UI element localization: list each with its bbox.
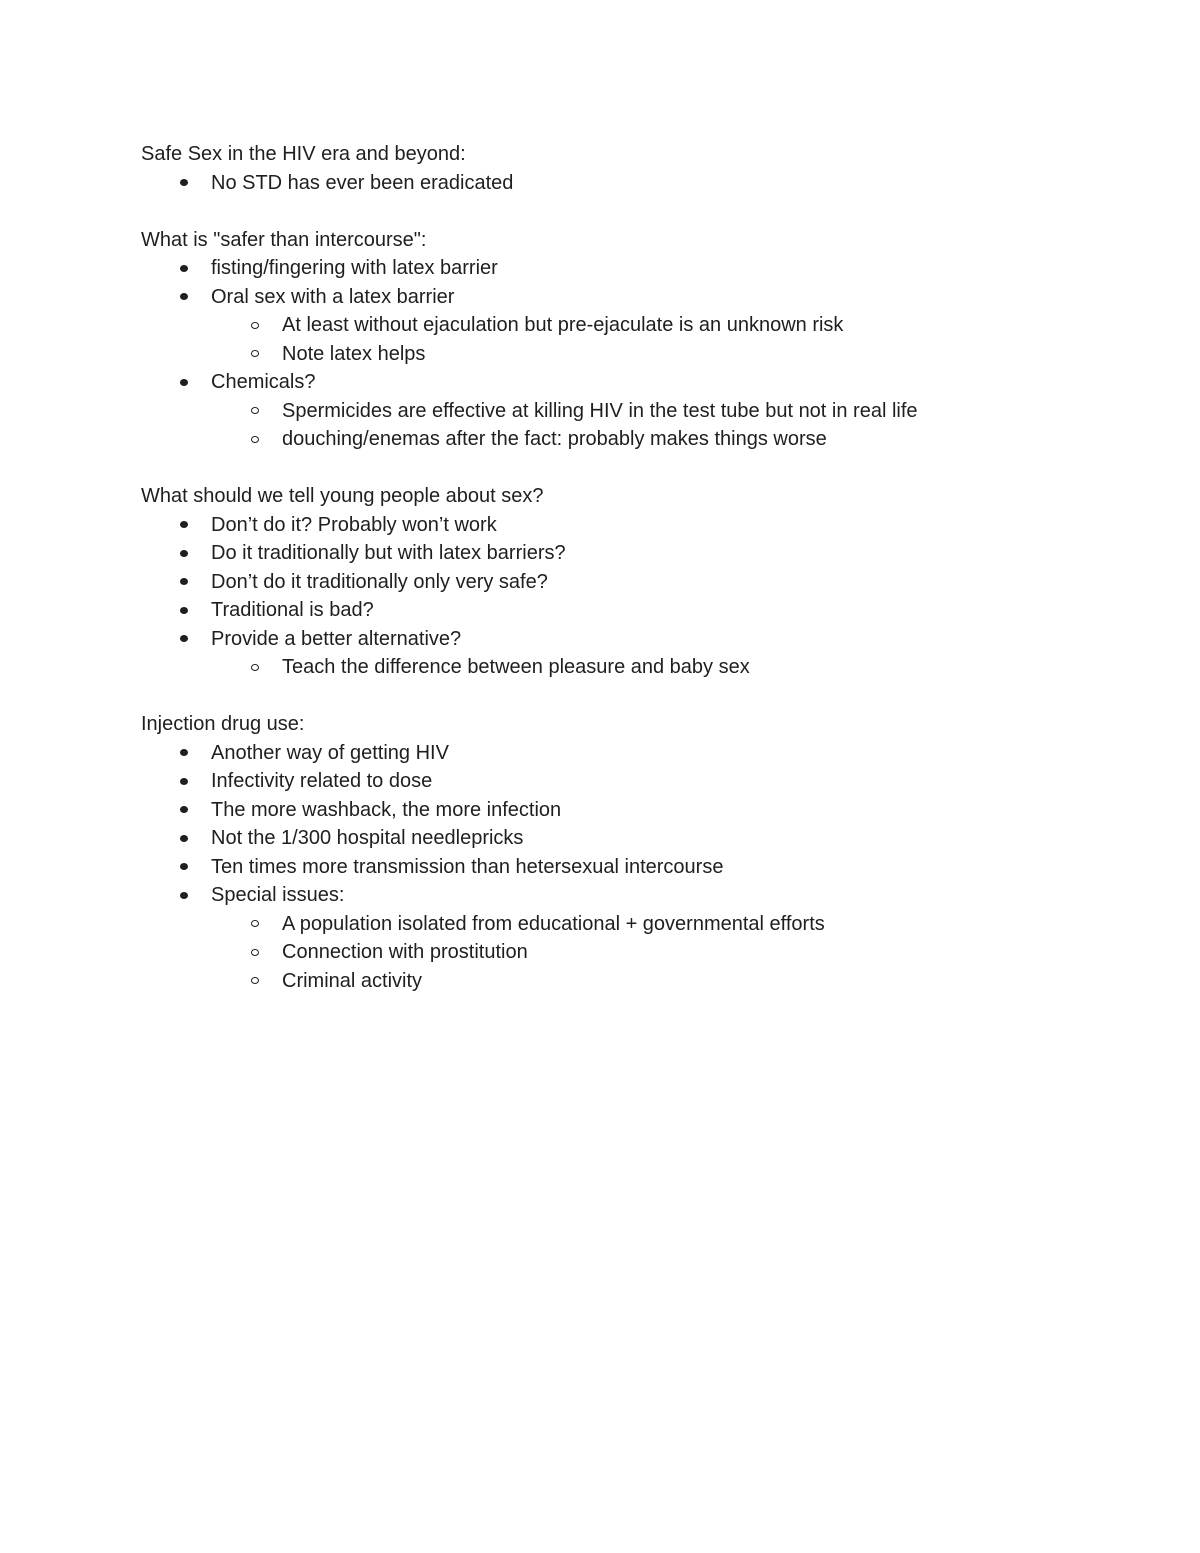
list-item (141, 283, 1101, 312)
sub-list-item-text: Teach the difference between pleasure and baby sex (282, 656, 750, 678)
hollow-bullet-icon (251, 350, 259, 357)
sub-list-item (141, 910, 1101, 939)
list-item (141, 767, 1101, 796)
sub-list-item (141, 653, 1101, 682)
sub-list-item-text: Spermicides are effective at killing HIV in the test tube but not in real life (282, 399, 918, 422)
list-item (141, 625, 1101, 654)
sub-list-item (141, 967, 1101, 996)
section (141, 482, 1101, 682)
section (141, 226, 1101, 454)
list-item-text: fisting/fingering with latex barrier (211, 257, 498, 279)
filled-bullet-icon (180, 293, 188, 300)
list-item (141, 824, 1101, 853)
hollow-bullet-icon (251, 436, 259, 443)
list-item (141, 568, 1101, 597)
hollow-bullet-icon (251, 949, 259, 956)
filled-bullet-icon (180, 635, 188, 642)
sub-list-item-text: Note latex helps (282, 342, 426, 365)
sub-list-item (141, 425, 1101, 454)
filled-bullet-icon (180, 521, 188, 528)
list-item-text: Ten times more transmission than hetersexual intercourse (211, 855, 724, 878)
list-item-text: Don’t do it? Probably won’t work (211, 513, 497, 536)
sub-list-item (141, 340, 1101, 369)
sub-list-item (141, 938, 1101, 967)
list-item (141, 254, 1101, 283)
list-item-text: The more washback, the more infection (211, 798, 562, 821)
list-item (141, 511, 1101, 540)
list-item (141, 739, 1101, 768)
list-item-text: Traditional is bad? (211, 599, 374, 621)
section (141, 140, 1101, 197)
filled-bullet-icon (180, 778, 188, 785)
list-item-text: Don’t do it traditionally only very safe? (211, 570, 548, 593)
filled-bullet-icon (180, 892, 188, 899)
hollow-bullet-icon (251, 407, 259, 414)
list-item-text: Chemicals? (211, 371, 316, 393)
sub-list-item-text: Criminal activity (282, 969, 423, 992)
list-item-text: Oral sex with a latex barrier (211, 285, 455, 308)
sub-list-item-text: douching/enemas after the fact: probably makes things worse (282, 428, 827, 450)
filled-bullet-icon (180, 806, 188, 813)
sub-list-item-text: A population isolated from educational + governmental efforts (282, 912, 825, 935)
list-item-text: Provide a better alternative? (211, 627, 462, 650)
section-heading: What is "safer than intercourse": (141, 228, 427, 251)
list-item-text: Special issues: (211, 884, 345, 906)
hollow-bullet-icon (251, 322, 259, 329)
list-item (141, 368, 1101, 397)
filled-bullet-icon (180, 379, 188, 386)
filled-bullet-icon (180, 265, 188, 272)
filled-bullet-icon (180, 578, 188, 585)
list-item (141, 796, 1101, 825)
list-item-text: Another way of getting HIV (211, 741, 449, 764)
document-body (141, 140, 1101, 1024)
hollow-bullet-icon (251, 977, 259, 984)
list-item-text: No STD has ever been eradicated (211, 171, 514, 194)
list-item (141, 169, 1101, 198)
filled-bullet-icon (180, 607, 188, 614)
list-item-text: Not the 1/300 hospital needlepricks (211, 827, 524, 849)
list-item (141, 539, 1101, 568)
section-heading: What should we tell young people about sex? (141, 485, 544, 507)
section-heading: Injection drug use: (141, 713, 305, 735)
list-item (141, 596, 1101, 625)
list-item (141, 881, 1101, 910)
section-heading: Safe Sex in the HIV era and beyond: (141, 143, 466, 165)
list-item (141, 853, 1101, 882)
sub-list-item-text: Connection with prostitution (282, 941, 528, 963)
filled-bullet-icon (180, 550, 188, 557)
list-item-text: Do it traditionally but with latex barriers? (211, 542, 566, 564)
section (141, 710, 1101, 995)
sub-list-item-text: At least without ejaculation but pre-ejaculate is an unknown risk (282, 314, 844, 336)
sub-list-item (141, 311, 1101, 340)
hollow-bullet-icon (251, 664, 259, 671)
list-item-text: Infectivity related to dose (211, 770, 433, 792)
filled-bullet-icon (180, 863, 188, 870)
filled-bullet-icon (180, 835, 188, 842)
filled-bullet-icon (180, 179, 188, 186)
hollow-bullet-icon (251, 920, 259, 927)
sub-list-item (141, 397, 1101, 426)
filled-bullet-icon (180, 749, 188, 756)
